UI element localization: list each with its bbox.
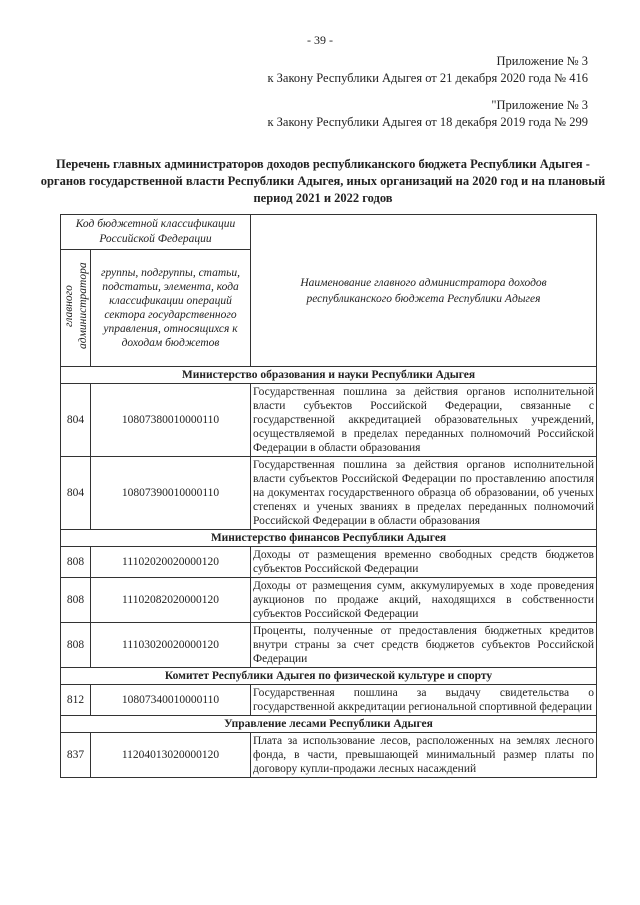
revenue-code: 11204013020000120 <box>91 733 251 778</box>
table-row <box>61 685 597 716</box>
appendix-previous-number: "Приложение № 3 <box>491 98 588 112</box>
header-chief-admin-cell <box>61 250 91 367</box>
section-row <box>61 367 597 384</box>
section-title: Министерство финансов Республики Адыгея <box>61 530 597 547</box>
revenue-name: Доходы от размещения сумм, аккумулируемых в ходе проведения аукционов по продаже акций, находящихся в собственности субъектов Российской Федерации <box>251 578 597 623</box>
revenue-code: 11102020020000120 <box>91 547 251 578</box>
revenue-name: Государственная пошлина за действия органов исполнительной власти субъектов Российской Федерации, связанные с государственной аккредитацией образовательных учреждений, осуществляемой в пределах переданных полномочий Российской Федерации в области образования <box>251 384 597 457</box>
page-number: - 39 - <box>307 33 333 47</box>
section-row <box>61 530 597 547</box>
section-row <box>61 716 597 733</box>
admin-code: 808 <box>61 547 91 578</box>
revenue-code: 11103020020000120 <box>91 623 251 668</box>
table-row <box>61 547 597 578</box>
admin-code: 837 <box>61 733 91 778</box>
admin-code: 804 <box>61 384 91 457</box>
appendix-current-number: Приложение № 3 <box>496 54 588 68</box>
admin-code: 808 <box>61 623 91 668</box>
admin-code: 808 <box>61 578 91 623</box>
table-row <box>61 623 597 668</box>
appendix-previous <box>267 97 588 131</box>
section-row <box>61 668 597 685</box>
revenue-name: Государственная пошлина за выдачу свидетельства о государственной аккредитации региональной спортивной федерации <box>251 685 597 716</box>
section-title: Министерство образования и науки Республики Адыгея <box>61 367 597 384</box>
revenue-code: 10807390010000110 <box>91 457 251 530</box>
table-row <box>61 578 597 623</box>
revenue-name: Плата за использование лесов, расположенных на землях лесного фонда, в части, превышающей минимальный размер платы по договору купли-продажи лесных насаждений <box>251 733 597 778</box>
header-chief-admin: главного администратора <box>62 262 89 350</box>
revenue-code: 10807380010000110 <box>91 384 251 457</box>
revenue-name: Доходы от размещения временно свободных средств бюджетов субъектов Российской Федерации <box>251 547 597 578</box>
section-title: Комитет Республики Адыгея по физической культуре и спорту <box>61 668 597 685</box>
admin-code: 804 <box>61 457 91 530</box>
table-row <box>61 384 597 457</box>
administrators-table <box>60 214 597 778</box>
appendix-previous-law: к Закону Республики Адыгея от 18 декабря 2019 года № 299 <box>267 115 588 129</box>
appendix-current <box>267 53 588 87</box>
section-title: Управление лесами Республики Адыгея <box>61 716 597 733</box>
admin-code: 812 <box>61 685 91 716</box>
header-budget-code: Код бюджетной классификации Российской Федерации <box>61 215 251 250</box>
table-row <box>61 457 597 530</box>
revenue-name: Проценты, полученные от предоставления бюджетных кредитов внутри страны за счет средств бюджетов субъектов Российской Федерации <box>251 623 597 668</box>
header-row-1 <box>61 215 597 250</box>
header-name: Наименование главного администратора доходов республиканского бюджета Республики Адыгея <box>251 215 597 367</box>
revenue-name: Государственная пошлина за действия органов исполнительной власти субъектов Российской Федерации по проставлению апостиля на документах государственного образца об образовании, об ученых степенях и ученых званиях в пределах переданных полномочий Российской Федерации в области образования <box>251 457 597 530</box>
revenue-code: 11102082020000120 <box>91 578 251 623</box>
revenue-code: 10807340010000110 <box>91 685 251 716</box>
table-row <box>61 733 597 778</box>
appendix-current-law: к Закону Республики Адыгея от 21 декабря 2020 года № 416 <box>267 71 588 85</box>
document-title: Перечень главных администраторов доходов республиканского бюджета Республики Адыгея - органов государственной власти Республики Адыгея, иных организаций на 2020 год и на плановый период 2021 и 2022 годов <box>40 157 606 205</box>
header-revenue-code: группы, подгруппы, статьи, подстатьи, элемента, кода классификации операций сектора государственного управления, относящихся к доходам бюджетов <box>91 250 251 367</box>
